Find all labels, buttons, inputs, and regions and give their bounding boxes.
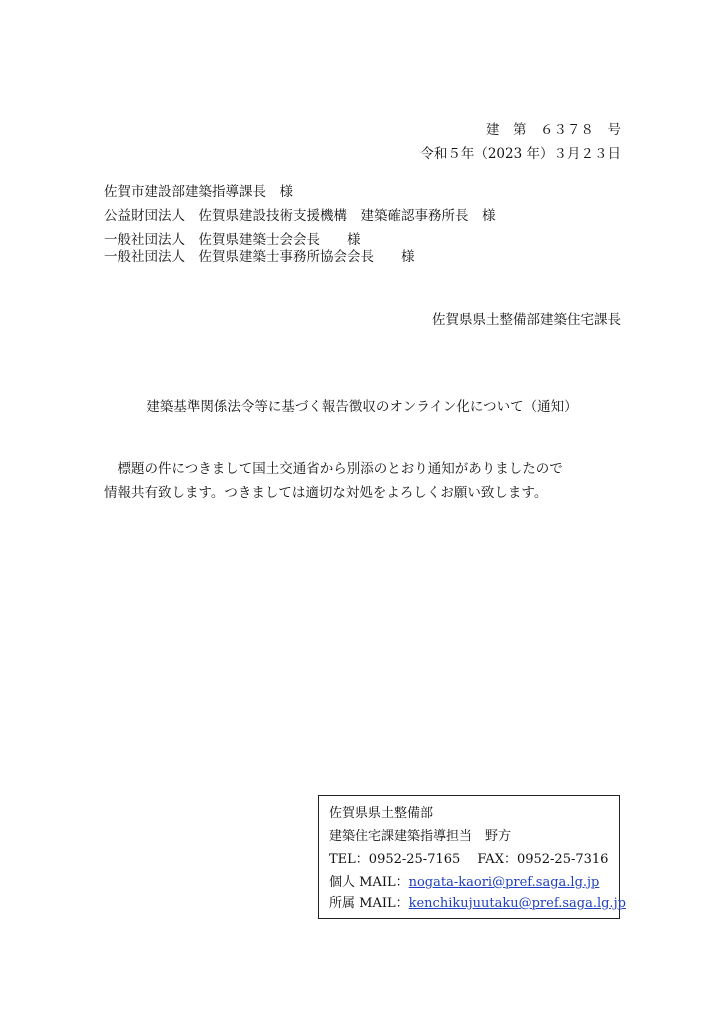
sender: 佐賀県県土整備部建築住宅課長 bbox=[432, 312, 621, 328]
addressee-3: 一般社団法人 佐賀県建築士会会長 様 bbox=[104, 232, 361, 248]
office-mail-label: 所属 MAIL： bbox=[329, 896, 409, 911]
contact-personal-mail-row bbox=[329, 876, 599, 889]
document-date: 令和５年（2023 年）３月２３日 bbox=[420, 146, 621, 162]
office-mail-link[interactable]: kenchikujuutaku@pref.saga.lg.jp bbox=[408, 896, 626, 911]
contact-box bbox=[318, 795, 626, 919]
personal-mail-label: 個人 MAIL： bbox=[329, 875, 409, 890]
contact-office-mail-row bbox=[329, 897, 626, 910]
subject-title: 建築基準関係法令等に基づく報告徴収のオンライン化について（通知） bbox=[146, 399, 578, 415]
addressee-2: 公益財団法人 佐賀県建設技術支援機構 建築確認事務所長 様 bbox=[104, 208, 496, 224]
addressee-1: 佐賀市建設部建築指導課長 様 bbox=[104, 184, 293, 200]
document-number: 建 第 ６３７８ 号 bbox=[486, 122, 621, 138]
body-line-1: 標題の件につきまして国土交通省から別添のとおり通知がありましたので bbox=[104, 461, 563, 477]
contact-section: 建築住宅課建築指導担当 野方 bbox=[329, 829, 512, 844]
contact-phone-fax: TEL：0952-25-7165 FAX：0952-25-7316 bbox=[329, 852, 609, 867]
body-line-2: 情報共有致します。つきましては適切な対処をよろしくお願い致します。 bbox=[104, 485, 548, 501]
personal-mail-link[interactable]: nogata-kaori@pref.saga.lg.jp bbox=[408, 875, 600, 890]
contact-department: 佐賀県県土整備部 bbox=[329, 806, 434, 821]
addressee-4: 一般社団法人 佐賀県建築士事務所協会会長 様 bbox=[104, 249, 415, 265]
